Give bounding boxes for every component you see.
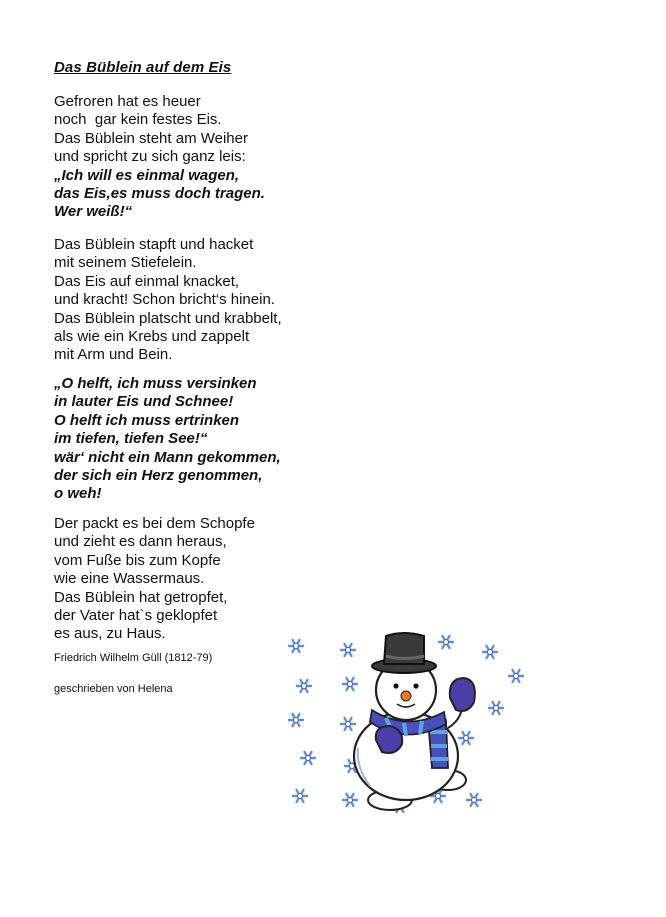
snowflake-icon: [509, 670, 523, 682]
poem-line: in lauter Eis und Schnee!: [54, 393, 234, 411]
snowflake-icon: [297, 680, 311, 692]
poem-line: Der packt es bei dem Schopfe: [54, 515, 255, 532]
poem-line: Das Büblein steht am Weiher: [54, 129, 248, 147]
poem-line: Wer weiß!“: [54, 203, 133, 221]
poem-line: Das Büblein stapft und hacket: [54, 236, 254, 253]
poem-line: und spricht zu sich ganz leis:: [54, 148, 246, 166]
stanza-3: [54, 375, 281, 504]
written-by-credit: geschrieben von Helena: [54, 683, 173, 695]
poem-line: der sich ein Herz genommen,: [54, 467, 263, 485]
poem-line: Das Eis auf einmal knacket,: [54, 272, 240, 290]
poem-line: es aus, zu Haus.: [54, 625, 166, 643]
poem-title: Das Büblein auf dem Eis: [54, 59, 232, 76]
poem-line: das Eis,es muss doch tragen.: [54, 185, 265, 203]
poem-line: im tiefen, tiefen See!“: [54, 430, 208, 448]
snowflake-icon: [467, 794, 481, 806]
poem-line: wie eine Wassermaus.: [54, 570, 205, 588]
snowman-figure: [354, 633, 475, 810]
snowflake-icon: [289, 640, 303, 652]
poem-line: Gefroren hat es heuer: [54, 93, 201, 110]
snowflake-icon: [343, 678, 357, 690]
stanza-4: [54, 515, 255, 644]
poem-line: und kracht! Schon bricht‘s hinein.: [54, 291, 275, 309]
poem-line: O helft ich muss ertrinken: [54, 411, 240, 429]
poem-line: als wie ein Krebs und zappelt: [54, 328, 250, 346]
snowflake-icon: [459, 732, 473, 744]
poem-line: „O helft, ich muss versinken: [54, 375, 257, 392]
author-credit: Friedrich Wilhelm Güll (1812-79): [54, 652, 213, 664]
mitten-right: [450, 678, 475, 711]
poem-line: vom Fuße bis zum Kopfe: [54, 551, 221, 569]
poem-line: der Vater hat`s geklopfet: [54, 607, 218, 625]
poem-line: „Ich will es einmal wagen,: [54, 166, 240, 184]
snowman-eye-left: [393, 683, 398, 688]
mitten-left: [376, 726, 402, 753]
poem-line: o weh!: [54, 485, 102, 503]
snowflake-icon: [341, 644, 355, 656]
stanza-1: [54, 93, 265, 222]
snowman-nose: [401, 691, 411, 701]
poem-line: noch gar kein festes Eis.: [54, 111, 222, 129]
poem-line: wär‘ nicht ein Mann gekommen,: [54, 448, 281, 466]
snowflake-icon: [439, 636, 453, 648]
snowman-eye-right: [413, 683, 418, 688]
snowflake-icon: [293, 790, 307, 802]
snowflake-icon: [483, 646, 497, 658]
poem-line: und zieht es dann heraus,: [54, 533, 227, 551]
snowflake-icon: [341, 718, 355, 730]
snowflake-icon: [489, 702, 503, 714]
poem-line: Das Büblein platscht und krabbelt,: [54, 309, 282, 327]
poem-line: Das Büblein hat getropfet,: [54, 588, 228, 606]
snowflake-icon: [301, 752, 315, 764]
snowflake-icon: [289, 714, 303, 726]
stanza-2: [54, 236, 282, 365]
snowflake-icon: [343, 794, 357, 806]
snowman-illustration: [278, 628, 538, 828]
poem-line: mit seinem Stiefelein.: [54, 254, 197, 272]
poem-line: mit Arm und Bein.: [54, 346, 173, 364]
